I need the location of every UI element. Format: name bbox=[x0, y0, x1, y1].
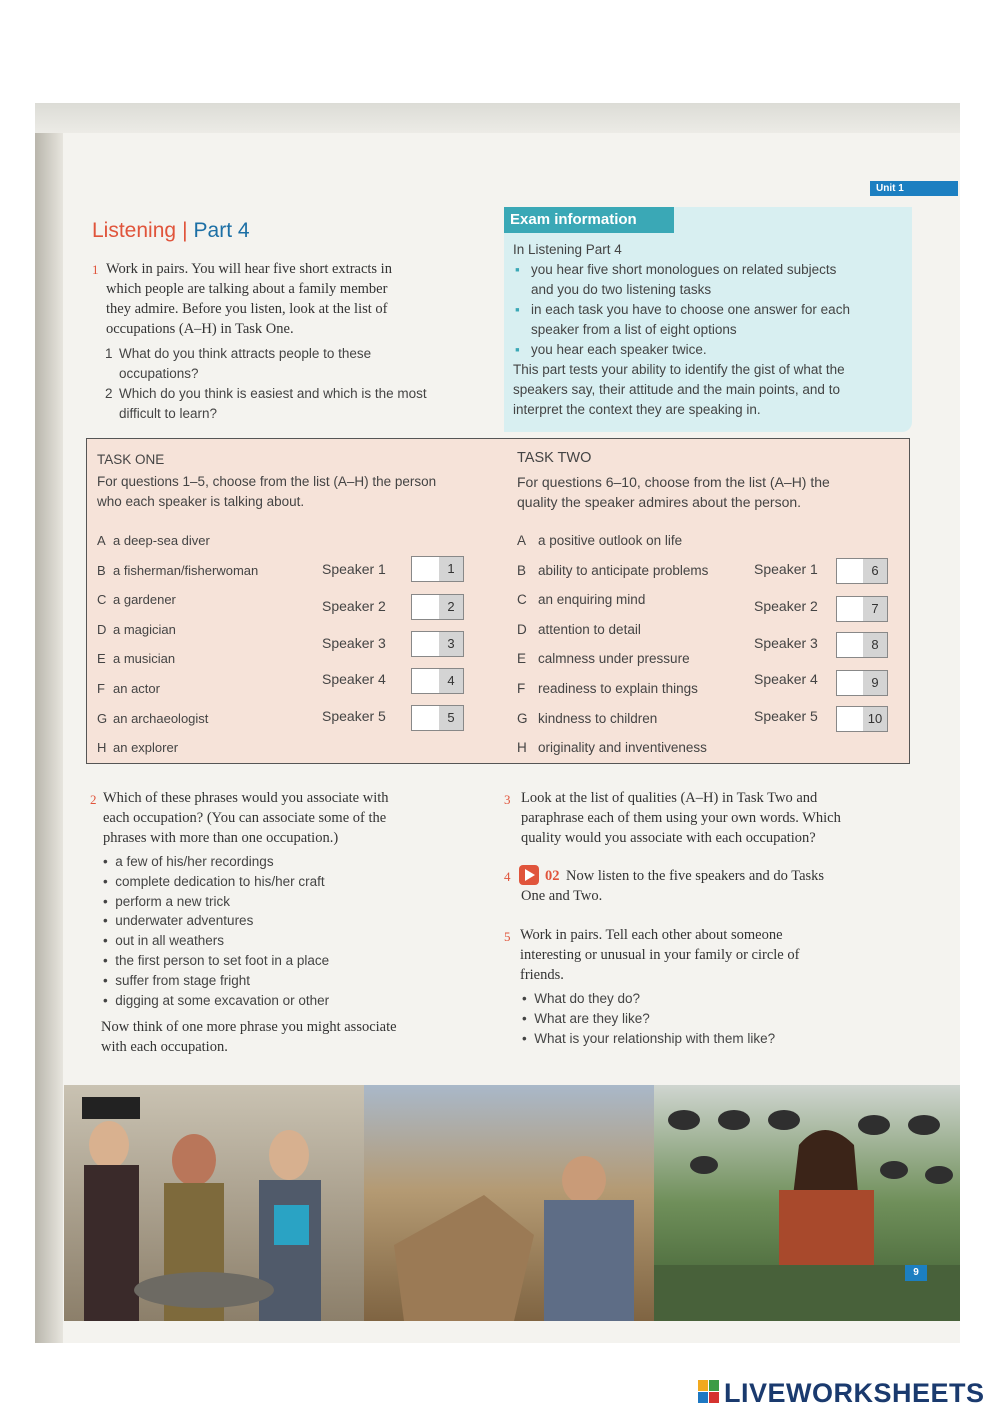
title-main: Listening bbox=[92, 219, 177, 242]
option-letter: B bbox=[97, 562, 106, 578]
option-letter: B bbox=[517, 562, 527, 578]
phrase-text: digging at some excavation or other bbox=[115, 992, 330, 1008]
scan-binding-shadow bbox=[35, 133, 63, 1343]
bullet-icon: • bbox=[103, 933, 116, 949]
task-two-heading: TASK TWO bbox=[517, 450, 592, 466]
t2-speaker-label: Speaker 1 bbox=[754, 561, 818, 577]
option-letter: E bbox=[97, 651, 106, 667]
phrase-text: perform a new trick bbox=[115, 893, 231, 909]
page-number: 9 bbox=[905, 1265, 927, 1281]
t2-speaker-label: Speaker 2 bbox=[754, 598, 818, 614]
task-one-options bbox=[97, 526, 317, 763]
q3-line: paraphrase each of them using your own words. Which bbox=[521, 810, 841, 826]
q3-text bbox=[521, 788, 931, 848]
answer-number: 3 bbox=[439, 632, 463, 656]
answer-number: 1 bbox=[439, 557, 463, 581]
exam-intro: In Listening Part 4 bbox=[513, 242, 622, 257]
q2-phrase-list bbox=[103, 852, 483, 1010]
option-item bbox=[517, 733, 757, 763]
q1-line: occupations (A–H) in Task One. bbox=[106, 321, 294, 337]
option-letter: D bbox=[517, 621, 527, 637]
q2-line: phrases with more than one occupation.) bbox=[103, 830, 339, 846]
prompt-text: What are they like? bbox=[534, 1011, 650, 1026]
answer-number: 8 bbox=[863, 633, 887, 657]
photo-strip bbox=[64, 1085, 960, 1321]
option-text: originality and inventiveness bbox=[538, 740, 707, 756]
phrase-item bbox=[103, 852, 483, 872]
task-one-heading: TASK ONE bbox=[97, 452, 165, 467]
option-text: a gardener bbox=[113, 592, 176, 608]
t2-speaker-label: Speaker 5 bbox=[754, 708, 818, 724]
q2-outro-line: Now think of one more phrase you might associate bbox=[101, 1019, 397, 1035]
q3-line: quality would you associate with each occupation? bbox=[521, 830, 816, 846]
t2-answer-box-9[interactable] bbox=[836, 670, 888, 696]
scan-top-band bbox=[35, 103, 960, 133]
answer-number: 9 bbox=[863, 671, 887, 695]
q5-line: interesting or unusual in your family or circle of bbox=[520, 947, 800, 963]
option-text: readiness to explain things bbox=[538, 680, 698, 696]
task-two-instructions bbox=[517, 472, 897, 512]
sub-number: 2 bbox=[105, 386, 113, 401]
exam-bullet-line: you hear five short monologues on related subjects bbox=[531, 262, 837, 277]
bullet-icon: • bbox=[522, 1031, 535, 1046]
phrase-text: a few of his/her recordings bbox=[115, 854, 274, 869]
bullet-icon: • bbox=[103, 854, 116, 869]
q3-line: Look at the list of qualities (A–H) in Task Two and bbox=[521, 790, 818, 806]
option-text: a musician bbox=[113, 651, 176, 667]
option-item bbox=[97, 674, 317, 704]
exam-info-body bbox=[513, 240, 908, 420]
prompt-item bbox=[522, 1029, 902, 1049]
liveworksheets-logo-text[interactable]: LIVEWORKSHEETS bbox=[724, 1378, 985, 1408]
prompt-text: What is your relationship with them like? bbox=[534, 1031, 776, 1046]
phrase-text: complete dedication to his/her craft bbox=[115, 873, 325, 889]
audio-play-icon[interactable] bbox=[518, 864, 542, 886]
sub-line: difficult to learn? bbox=[119, 406, 218, 421]
t1-answer-box-1[interactable] bbox=[411, 556, 464, 582]
liveworksheets-logo-icon bbox=[698, 1380, 720, 1404]
q2-line: each occupation? (You can associate some of the bbox=[103, 810, 387, 826]
t2-answer-box-10[interactable] bbox=[836, 706, 888, 732]
bullet-icon: • bbox=[103, 873, 116, 889]
option-item bbox=[97, 704, 317, 734]
t2-answer-box-6[interactable] bbox=[836, 558, 888, 584]
exam-outro-line: speakers say, their attitude and the main points, and to bbox=[513, 382, 840, 397]
exam-bullet bbox=[513, 340, 908, 360]
q1-sub-1 bbox=[105, 344, 495, 384]
t1-answer-box-3[interactable] bbox=[411, 631, 464, 657]
track-number: 02 bbox=[545, 868, 560, 884]
exam-info-heading: Exam information bbox=[504, 207, 674, 233]
title-part: Part 4 bbox=[193, 219, 250, 242]
option-letter: G bbox=[517, 710, 528, 726]
phrase-text: the first person to set foot in a place bbox=[115, 952, 330, 968]
t1-answer-box-4[interactable] bbox=[411, 668, 464, 694]
option-text: a positive outlook on life bbox=[538, 533, 683, 548]
q5-line: Work in pairs. Tell each other about someone bbox=[520, 927, 783, 943]
prompt-item bbox=[522, 989, 902, 1009]
option-text: an actor bbox=[113, 680, 160, 696]
option-item bbox=[97, 585, 317, 615]
sub-number: 1 bbox=[105, 346, 113, 361]
answer-number: 7 bbox=[863, 597, 887, 621]
option-item bbox=[517, 556, 757, 586]
option-text: a magician bbox=[113, 621, 176, 637]
t2-answer-box-7[interactable] bbox=[836, 596, 888, 622]
q5-prompt-list bbox=[522, 989, 902, 1049]
t1-speaker-label: Speaker 5 bbox=[322, 708, 386, 724]
instr-line: who each speaker is talking about. bbox=[97, 494, 305, 509]
option-letter: D bbox=[97, 621, 107, 637]
bullet-icon: • bbox=[103, 913, 116, 929]
sub-line: Which do you think is easiest and which is the most bbox=[119, 386, 427, 401]
instr-line: For questions 1–5, choose from the list (A–H) the person bbox=[97, 474, 437, 489]
t2-speaker-label: Speaker 3 bbox=[754, 635, 818, 651]
bullet-icon: ▪ bbox=[515, 262, 520, 277]
t1-speaker-label: Speaker 1 bbox=[322, 561, 386, 577]
bullet-icon: • bbox=[103, 952, 116, 968]
exam-bullet bbox=[513, 300, 908, 340]
option-item bbox=[517, 704, 757, 734]
t2-answer-box-8[interactable] bbox=[836, 632, 888, 658]
q5-text bbox=[520, 925, 920, 985]
bullet-icon: • bbox=[522, 991, 535, 1006]
option-item bbox=[97, 733, 317, 763]
bullet-icon: • bbox=[103, 972, 116, 988]
q1-subquestions bbox=[105, 344, 495, 424]
q4-text-line-1: Now listen to the five speakers and do Tasks bbox=[566, 868, 825, 884]
q2-outro bbox=[101, 1017, 481, 1057]
option-text: a deep-sea diver bbox=[113, 533, 210, 548]
phrase-item bbox=[103, 872, 483, 892]
q4-text-line-2: One and Two. bbox=[521, 888, 603, 904]
q5-number: 5 bbox=[504, 929, 511, 944]
title-separator: | bbox=[182, 219, 188, 242]
q1-number: 1 bbox=[92, 262, 99, 277]
t1-speaker-label: Speaker 2 bbox=[322, 598, 386, 614]
q2-outro-line: with each occupation. bbox=[101, 1039, 228, 1055]
exam-bullet-line: and you do two listening tasks bbox=[531, 282, 712, 297]
t1-answer-box-5[interactable] bbox=[411, 705, 464, 731]
bullet-icon: ▪ bbox=[515, 342, 520, 357]
q2-line: Which of these phrases would you associate with bbox=[103, 790, 389, 806]
q1-sub-2 bbox=[105, 384, 495, 424]
option-letter: A bbox=[517, 533, 527, 548]
q4-number: 4 bbox=[504, 869, 511, 884]
instr-line: quality the speaker admires about the person. bbox=[517, 494, 802, 510]
option-letter: C bbox=[517, 592, 527, 608]
answer-number: 4 bbox=[439, 669, 463, 693]
phrase-item bbox=[103, 951, 483, 971]
option-text: an archaeologist bbox=[113, 710, 209, 726]
exam-bullet-line: in each task you have to choose one answer for each bbox=[531, 302, 850, 317]
sub-line: occupations? bbox=[119, 366, 199, 381]
exam-outro-line: interpret the context they are speaking in. bbox=[513, 402, 761, 417]
prompt-text: What do they do? bbox=[534, 991, 641, 1006]
answer-number: 5 bbox=[439, 706, 463, 730]
answer-number: 6 bbox=[863, 559, 887, 583]
q1-line: Work in pairs. You will hear five short extracts in bbox=[106, 261, 392, 277]
option-letter: A bbox=[97, 533, 106, 548]
phrase-item bbox=[103, 971, 483, 991]
task-two-options bbox=[517, 526, 757, 763]
option-letter: F bbox=[517, 680, 526, 696]
exam-outro-line: This part tests your ability to identify the gist of what the bbox=[513, 362, 845, 377]
sub-line: What do you think attracts people to these bbox=[119, 346, 372, 361]
phrase-text: out in all weathers bbox=[115, 933, 225, 949]
option-item bbox=[97, 615, 317, 645]
option-item bbox=[97, 556, 317, 586]
phrase-text: underwater adventures bbox=[115, 913, 254, 929]
bullet-icon: • bbox=[103, 992, 116, 1008]
section-title bbox=[92, 219, 250, 243]
exam-bullet-line: you hear each speaker twice. bbox=[531, 342, 707, 357]
option-item bbox=[517, 526, 757, 556]
option-text: an explorer bbox=[113, 740, 179, 756]
option-text: attention to detail bbox=[538, 621, 641, 637]
option-text: a fisherman/fisherwoman bbox=[113, 562, 259, 578]
t1-speaker-label: Speaker 4 bbox=[322, 671, 386, 687]
option-item bbox=[517, 585, 757, 615]
option-letter: G bbox=[97, 710, 108, 726]
phrase-item bbox=[103, 931, 483, 951]
q3-number: 3 bbox=[504, 792, 511, 807]
option-letter: H bbox=[517, 740, 527, 756]
t1-answer-box-2[interactable] bbox=[411, 594, 464, 620]
t1-speaker-label: Speaker 3 bbox=[322, 635, 386, 651]
exam-bullet-line: speaker from a list of eight options bbox=[531, 322, 737, 337]
q2-number: 2 bbox=[90, 792, 97, 807]
phrase-item bbox=[103, 991, 483, 1011]
option-text: calmness under pressure bbox=[538, 651, 690, 667]
option-item bbox=[97, 526, 317, 556]
answer-number: 2 bbox=[439, 595, 463, 619]
q2-text bbox=[103, 788, 483, 848]
q5-line: friends. bbox=[520, 967, 564, 983]
phrase-text: suffer from stage fright bbox=[115, 972, 251, 988]
prompt-item bbox=[522, 1009, 902, 1029]
option-text: kindness to children bbox=[538, 710, 658, 726]
option-item bbox=[97, 644, 317, 674]
answer-number: 10 bbox=[863, 707, 887, 731]
bullet-icon: • bbox=[522, 1011, 535, 1026]
phrase-item bbox=[103, 911, 483, 931]
option-letter: H bbox=[97, 740, 107, 756]
phrase-item bbox=[103, 892, 483, 912]
q1-text bbox=[106, 259, 486, 339]
instr-line: For questions 6–10, choose from the list (A–H) the bbox=[517, 474, 830, 490]
exam-bullet bbox=[513, 260, 908, 300]
task-one-instructions bbox=[97, 472, 487, 512]
option-item bbox=[517, 644, 757, 674]
bullet-icon: ▪ bbox=[515, 302, 520, 317]
option-text: an enquiring mind bbox=[538, 592, 646, 608]
option-item bbox=[517, 674, 757, 704]
option-letter: C bbox=[97, 592, 107, 608]
option-item bbox=[517, 615, 757, 645]
unit-tab: Unit 1 bbox=[870, 181, 958, 196]
option-letter: E bbox=[517, 651, 527, 667]
t2-speaker-label: Speaker 4 bbox=[754, 671, 818, 687]
option-text: ability to anticipate problems bbox=[538, 562, 709, 578]
option-letter: F bbox=[97, 680, 105, 696]
q1-line: they admire. Before you listen, look at the list of bbox=[106, 301, 388, 317]
q1-line: which people are talking about a family member bbox=[106, 281, 388, 297]
bullet-icon: • bbox=[103, 893, 116, 909]
